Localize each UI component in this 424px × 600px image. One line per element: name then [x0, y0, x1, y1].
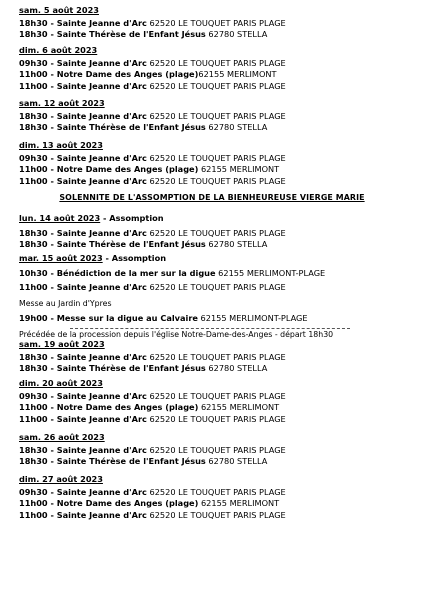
schedule-day-sat-19 — [19, 339, 419, 375]
mass-church: Sainte Thérèse de l'Enfant Jésus — [56, 122, 206, 132]
mass-place: 62520 LE TOUQUET PARIS PLAGE — [149, 227, 286, 238]
mass-row: 18h30 - Sainte Thérèse de l'Enfant Jésus 62780 STELLA — [19, 456, 268, 466]
mass-row: 18h30 - Sainte Jeanne d'Arc 62520 LE TOUQUET PARIS PLAGE — [19, 351, 286, 362]
mass-church: Sainte Jeanne d'Arc — [56, 486, 147, 497]
event-title: Messe sur la digue au Calvaire — [56, 313, 198, 323]
mass-church: Notre Dame des Anges (plage) — [56, 498, 199, 508]
mass-church: Sainte Jeanne d'Arc — [56, 509, 147, 520]
mass-time: 09h30 — [19, 390, 48, 401]
schedule-day-sun-6 — [19, 45, 419, 92]
mass-time: 18h30 — [19, 363, 48, 373]
mass-row: 09h30 - Sainte Jeanne d'Arc 62520 LE TOUQUET PARIS PLAGE — [19, 486, 286, 497]
mass-time: 18h30 — [19, 444, 48, 455]
mass-church: Sainte Jeanne d'Arc — [56, 80, 147, 91]
mass-time: 11h00 — [19, 282, 48, 292]
day-date: dim. 13 août 2023 — [19, 140, 103, 150]
mass-time: 18h30 — [19, 17, 48, 28]
mass-time: 18h30 — [19, 122, 48, 132]
day-date: lun. 14 août 2023 — [19, 213, 101, 223]
mass-place: 62520 LE TOUQUET PARIS PLAGE — [149, 444, 286, 455]
dashed-separator — [70, 328, 350, 329]
mass-place: 62520 LE TOUQUET PARIS PLAGE — [149, 509, 286, 520]
day-date: sam. 26 août 2023 — [19, 432, 105, 442]
mass-row: 18h30 - Sainte Thérèse de l'Enfant Jésus 62780 STELLA — [19, 29, 268, 39]
mass-time: 11h00 — [19, 413, 48, 424]
mass-place: 62520 LE TOUQUET PARIS PLAGE — [149, 110, 286, 121]
mass-church: Sainte Thérèse de l'Enfant Jésus — [56, 363, 206, 373]
mass-note: Messe au Jardin d'Ypres — [19, 298, 112, 308]
mass-time: 11h00 — [19, 509, 48, 520]
day-date: mar. 15 août 2023 — [19, 253, 103, 263]
mass-time: 09h30 — [19, 486, 48, 497]
event-place: 62155 MERLIMONT-PLAGE — [200, 313, 308, 323]
solemnity-heading: SOLENNITE DE L'ASSOMPTION DE LA BIENHEUREUSE VIERGE MARIE — [59, 193, 365, 202]
mass-church: Sainte Jeanne d'Arc — [56, 444, 147, 455]
mass-row: 11h00 - Sainte Jeanne d'Arc 62520 LE TOUQUET PARIS PLAGE — [19, 509, 286, 520]
event-row: 10h30 - Bénédiction de la mer sur la digue 62155 MERLIMONT-PLAGE — [19, 267, 326, 278]
mass-place: 62155 MERLIMONT — [200, 164, 280, 174]
day-date: dim. 20 août 2023 — [19, 378, 103, 388]
mass-time: 11h00 — [19, 498, 48, 508]
mass-church: Sainte Jeanne d'Arc — [56, 175, 147, 186]
mass-row: 11h00 - Notre Dame des Anges (plage) 62155 MERLIMONT — [19, 402, 280, 412]
event-time: 10h30 — [19, 267, 48, 278]
day-date: sam. 5 août 2023 — [19, 5, 99, 15]
mass-place: 62520 LE TOUQUET PARIS PLAGE — [149, 80, 286, 91]
mass-church: Sainte Thérèse de l'Enfant Jésus — [56, 456, 206, 466]
mass-row: 18h30 - Sainte Jeanne d'Arc 62520 LE TOUQUET PARIS PLAGE — [19, 444, 286, 455]
mass-place: 62780 STELLA — [208, 456, 268, 466]
schedule-day-sun-27 — [19, 474, 419, 521]
mass-church: Sainte Jeanne d'Arc — [56, 57, 147, 68]
mass-row: 11h00 - Notre Dame des Anges (plage) 62155 MERLIMONT — [19, 164, 280, 174]
day-date: dim. 6 août 2023 — [19, 45, 98, 55]
mass-place: 62520 LE TOUQUET PARIS PLAGE — [149, 351, 286, 362]
day-heading — [19, 253, 419, 265]
schedule-day-sat-26 — [19, 432, 419, 468]
mass-church: Notre Dame des Anges (plage) — [56, 69, 199, 79]
mass-church: Sainte Jeanne d'Arc — [56, 282, 147, 292]
mass-row: 11h00 - Sainte Jeanne d'Arc 62520 LE TOUQUET PARIS PLAGE — [19, 80, 286, 91]
mass-church: Sainte Jeanne d'Arc — [56, 110, 147, 121]
mass-church: Sainte Jeanne d'Arc — [56, 227, 147, 238]
day-feast: - Assomption — [100, 213, 164, 223]
mass-row: 18h30 - Sainte Thérèse de l'Enfant Jésus 62780 STELLA — [19, 239, 268, 249]
mass-time: 09h30 — [19, 57, 48, 68]
mass-time: 11h00 — [19, 164, 48, 174]
mass-church: Notre Dame des Anges (plage) — [56, 402, 199, 412]
schedule-day-tue-15 — [19, 253, 419, 344]
schedule-day-sat-12 — [19, 98, 419, 134]
schedule-day-sat-5 — [19, 5, 419, 41]
event-row: 19h00 - Messe sur la digue au Calvaire 62155 MERLIMONT-PLAGE — [19, 313, 308, 323]
mass-row: 11h00 - Notre Dame des Anges (plage) 62155 MERLIMONT — [19, 498, 280, 508]
mass-place: 62155 MERLIMONT — [198, 69, 277, 79]
mass-place: 62520 LE TOUQUET PARIS PLAGE — [149, 175, 286, 186]
mass-place: 62520 LE TOUQUET PARIS PLAGE — [149, 57, 286, 68]
day-heading — [19, 213, 419, 225]
mass-place: 62780 STELLA — [208, 363, 268, 373]
mass-row: 09h30 - Sainte Jeanne d'Arc 62520 LE TOUQUET PARIS PLAGE — [19, 57, 286, 68]
mass-place: 62780 STELLA — [208, 29, 268, 39]
mass-time: 18h30 — [19, 456, 48, 466]
mass-church: Sainte Jeanne d'Arc — [56, 351, 147, 362]
mass-church: Sainte Jeanne d'Arc — [56, 17, 147, 28]
mass-place: 62780 STELLA — [208, 239, 268, 249]
mass-time: 18h30 — [19, 239, 48, 249]
mass-time: 18h30 — [19, 110, 48, 121]
mass-place: 62520 LE TOUQUET PARIS PLAGE — [149, 152, 286, 163]
mass-place: 62520 LE TOUQUET PARIS PLAGE — [149, 390, 286, 401]
mass-row: 11h00 - Sainte Jeanne d'Arc 62520 LE TOUQUET PARIS PLAGE — [19, 413, 286, 424]
mass-time: 18h30 — [19, 29, 48, 39]
day-date: sam. 12 août 2023 — [19, 98, 105, 108]
mass-church: Sainte Jeanne d'Arc — [56, 152, 147, 163]
mass-church: Sainte Jeanne d'Arc — [56, 413, 147, 424]
mass-row: 18h30 - Sainte Thérèse de l'Enfant Jésus 62780 STELLA — [19, 122, 268, 132]
schedule-day-sun-20 — [19, 378, 419, 425]
schedule-day-mon-14 — [19, 213, 419, 251]
mass-place: 62520 LE TOUQUET PARIS PLAGE — [149, 486, 286, 497]
mass-row: 18h30 - Sainte Jeanne d'Arc 62520 LE TOUQUET PARIS PLAGE — [19, 110, 286, 121]
mass-church: Sainte Thérèse de l'Enfant Jésus — [56, 239, 206, 249]
mass-church: Sainte Jeanne d'Arc — [56, 390, 147, 401]
mass-time: 18h30 — [19, 227, 48, 238]
mass-time: 09h30 — [19, 152, 48, 163]
mass-place: 62780 STELLA — [208, 122, 268, 132]
mass-row: 09h30 - Sainte Jeanne d'Arc 62520 LE TOUQUET PARIS PLAGE — [19, 390, 286, 401]
mass-time: 11h00 — [19, 175, 48, 186]
day-date: sam. 19 août 2023 — [19, 339, 105, 349]
day-feast: - Assomption — [102, 253, 167, 263]
mass-church: Sainte Thérèse de l'Enfant Jésus — [56, 29, 206, 39]
event-place: 62155 MERLIMONT-PLAGE — [218, 267, 326, 278]
mass-place: 62155 MERLIMONT — [200, 402, 280, 412]
mass-place: 62520 LE TOUQUET PARIS PLAGE — [149, 413, 286, 424]
mass-row: 11h00 - Sainte Jeanne d'Arc 62520 LE TOUQUET PARIS PLAGE — [19, 282, 286, 292]
mass-row: 11h00 - Notre Dame des Anges (plage)62155 MERLIMONT — [19, 69, 277, 79]
event-time: 19h00 — [19, 313, 48, 323]
mass-place: 62520 LE TOUQUET PARIS PLAGE — [149, 282, 286, 292]
procession-note: Précédée de la procession depuis l'église Notre-Dame-des-Anges - départ 18h30 — [19, 329, 334, 339]
event-title: Bénédiction de la mer sur la digue — [56, 267, 216, 278]
mass-place: 62155 MERLIMONT — [200, 498, 280, 508]
mass-time: 11h00 — [19, 69, 48, 79]
mass-row: 18h30 - Sainte Jeanne d'Arc 62520 LE TOUQUET PARIS PLAGE — [19, 227, 286, 238]
schedule-day-sun-13 — [19, 140, 419, 187]
mass-row: 09h30 - Sainte Jeanne d'Arc 62520 LE TOUQUET PARIS PLAGE — [19, 152, 286, 163]
mass-church: Notre Dame des Anges (plage) — [56, 164, 199, 174]
day-date: dim. 27 août 2023 — [19, 474, 103, 484]
mass-place: 62520 LE TOUQUET PARIS PLAGE — [149, 17, 286, 28]
mass-row: 11h00 - Sainte Jeanne d'Arc 62520 LE TOUQUET PARIS PLAGE — [19, 175, 286, 186]
mass-row: 18h30 - Sainte Thérèse de l'Enfant Jésus 62780 STELLA — [19, 363, 268, 373]
mass-time: 11h00 — [19, 80, 48, 91]
mass-time: 11h00 — [19, 402, 48, 412]
mass-time: 18h30 — [19, 351, 48, 362]
mass-row: 18h30 - Sainte Jeanne d'Arc 62520 LE TOUQUET PARIS PLAGE — [19, 17, 286, 28]
